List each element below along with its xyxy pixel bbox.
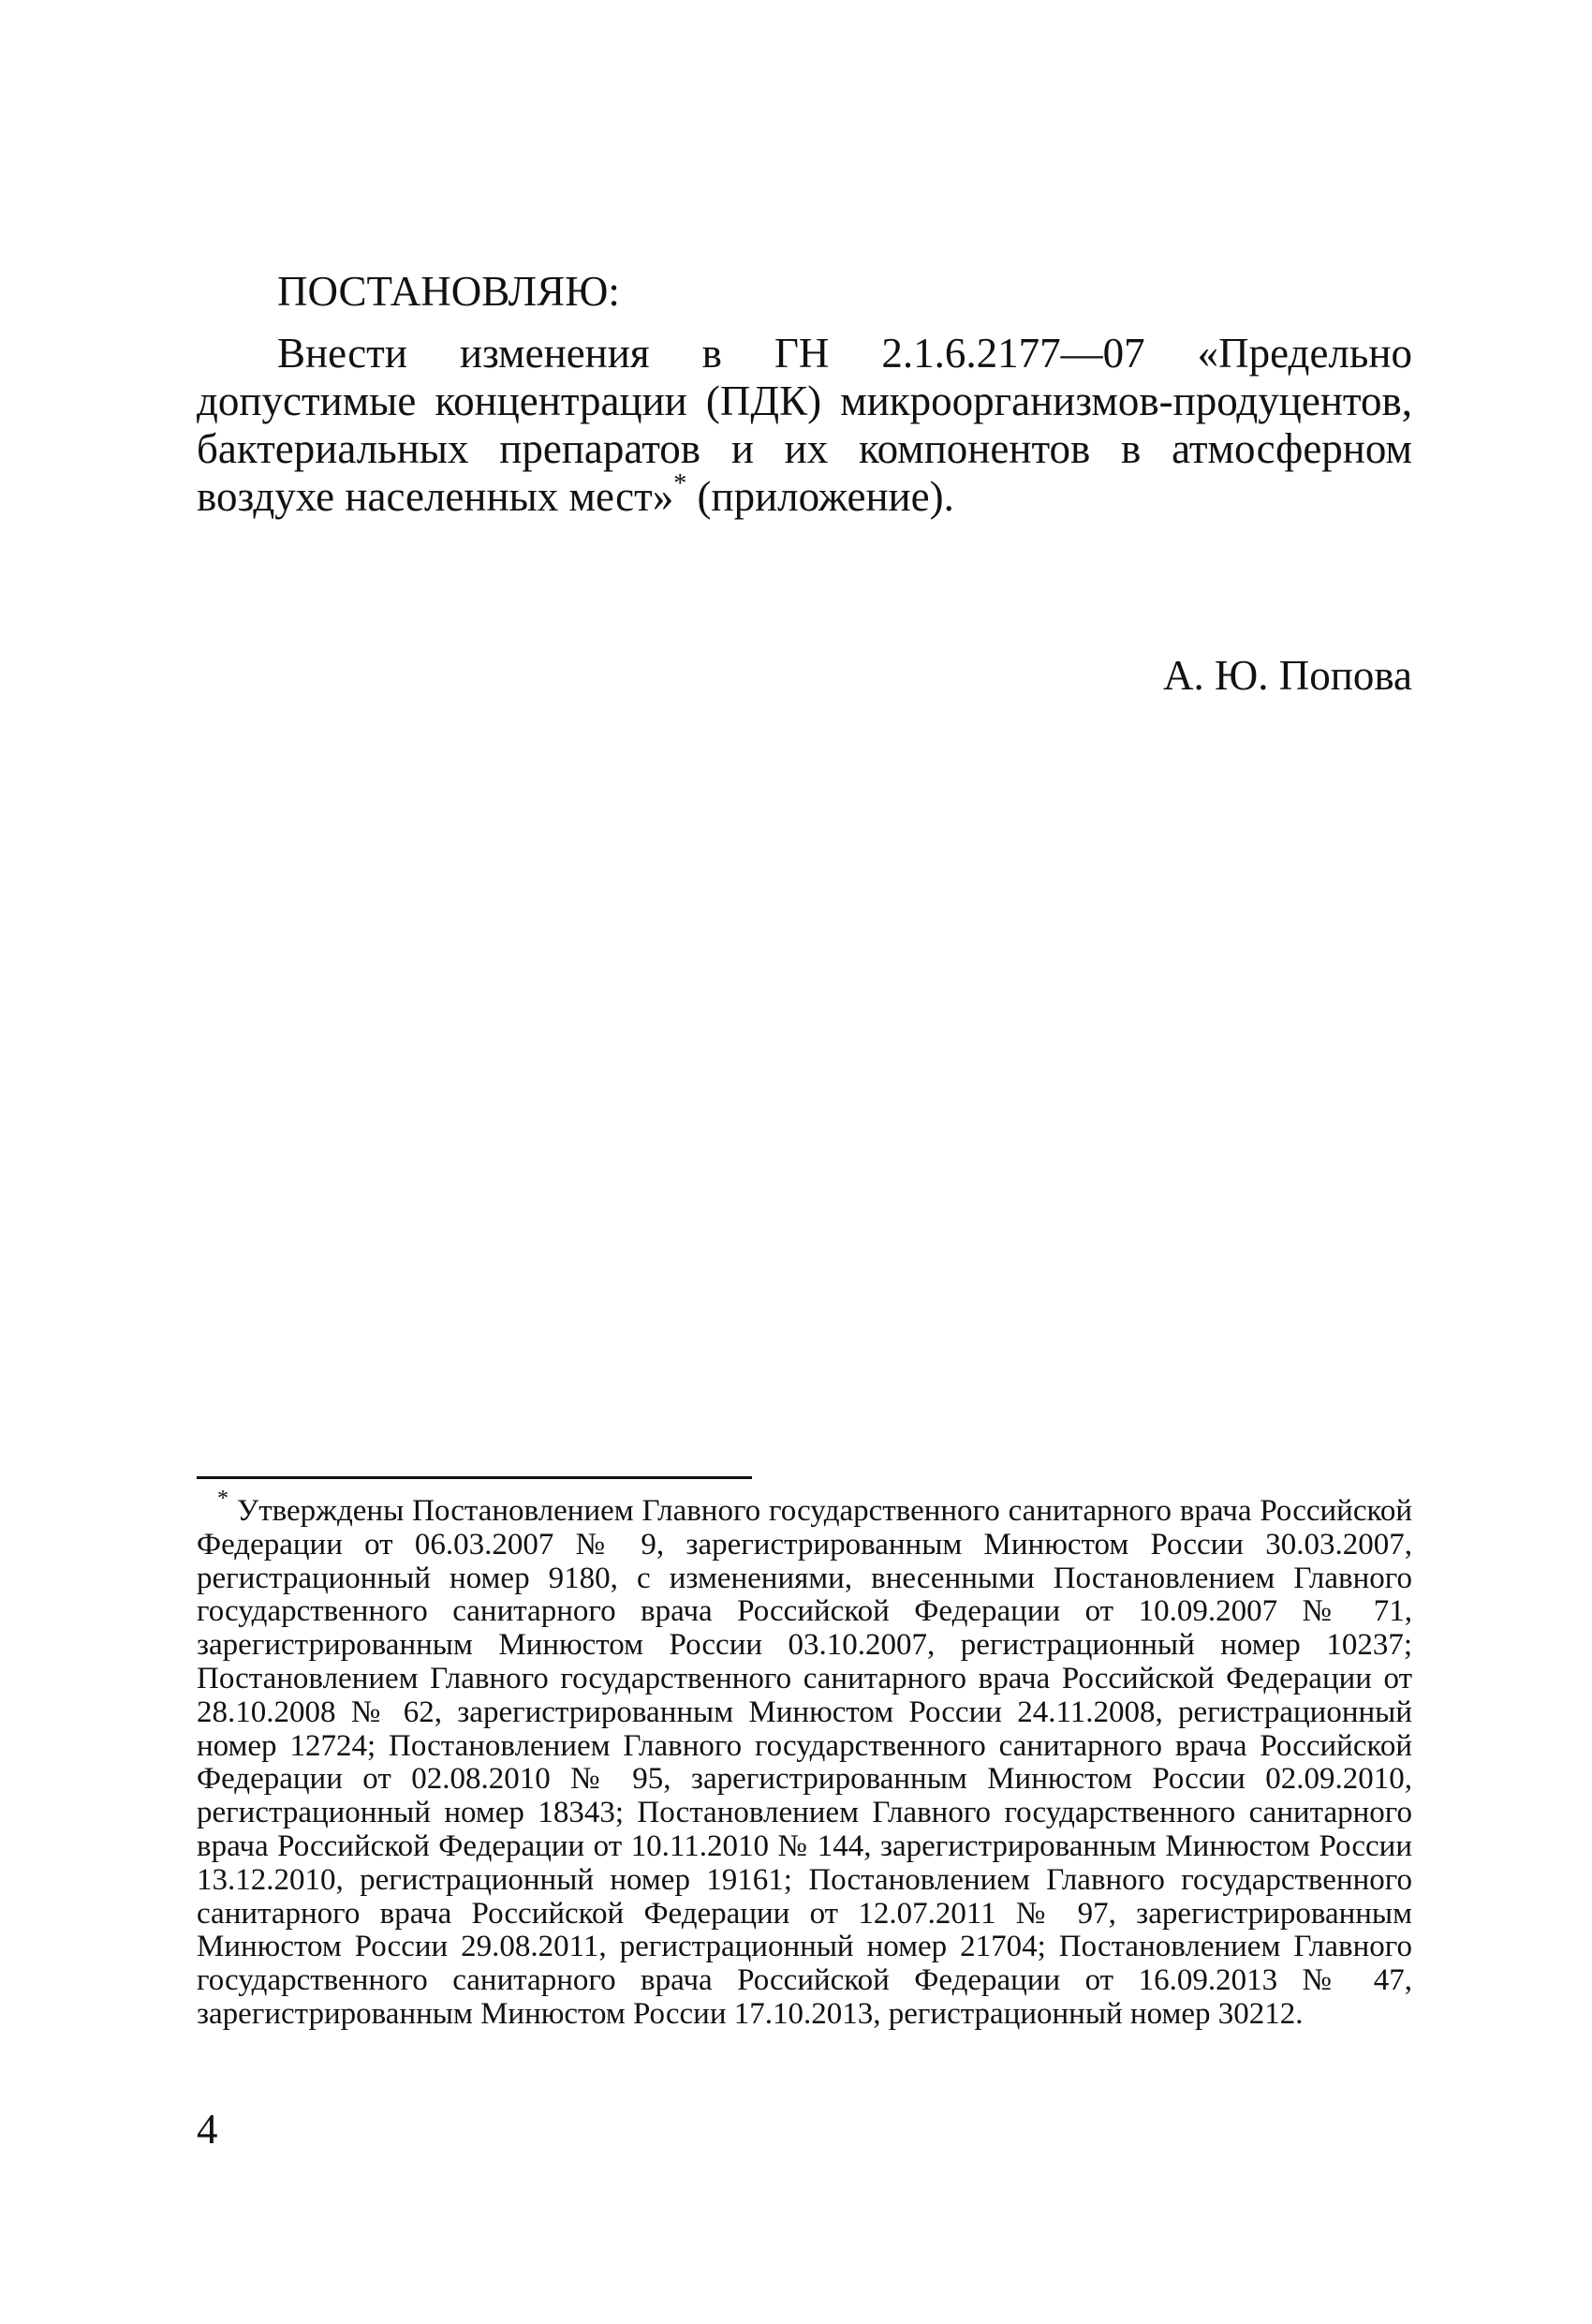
resolution-body [197,330,1412,521]
resolution-heading: ПОСТАНОВЛЯЮ: [277,268,620,315]
resolution-body-tail: (приложение). [686,473,954,520]
signature-name: А. Ю. Попова [1163,652,1412,699]
resolution-body-text: Внести изменения в ГН 2.1.6.2177—07 «Предельно допустимые концентрации (ПДК) микроорганизмов-продуцентов, бактериальных препаратов и их компонентов в атмосферном воздухе населенных мест» [197,330,1412,520]
page-number: 4 [197,2106,218,2153]
footnote-text: Утверждены Постановлением Главного государственного санитарного врача Российской Федерации от 06.03.2007 № 9, зарегистрированным Минюстом России 30.03.2007, регистрационный номер 9180, с изменениями, внесенными Постановлением Главного государственного санитарного врача Российской Федерации от 10.09.2007 № 71, зарегистрированным Минюстом России 03.10.2007, регистрационный номер 10237; Постановлением Главного государственного санитарного врача Российской Федерации от 28.10.2008 № 62, зарегистрированным Минюстом России 24.11.2008, регистрационный номер 12724; Постановлением Главного государственного санитарного врача Российской Федерации от 02.08.2010 № 95, зарегистрированным Минюстом России 02.09.2010, регистрационный номер 18343; Постановлением Главного государственного санитарного врача Российской Федерации от 10.11.2010 № 144, зарегистрированным Минюстом России 13.12.2010, регистрационный номер 19161; Постановлением Главного государственного санитарного врача Российской Федерации от 12.07.2011 № 97, зарегистрированным Минюстом России 29.08.2011, регистрационный номер 21704; Постановлением Главного государственного санитарного врача Российской Федерации от 16.09.2013 № 47, зарегистрированным Минюстом России 17.10.2013, регистрационный номер 30212. [197,1494,1412,2031]
footnote-reference-marker: * [673,469,687,498]
footnote [197,1487,1412,2032]
footnote-divider [197,1476,752,1479]
footnote-marker: * [217,1487,228,1511]
